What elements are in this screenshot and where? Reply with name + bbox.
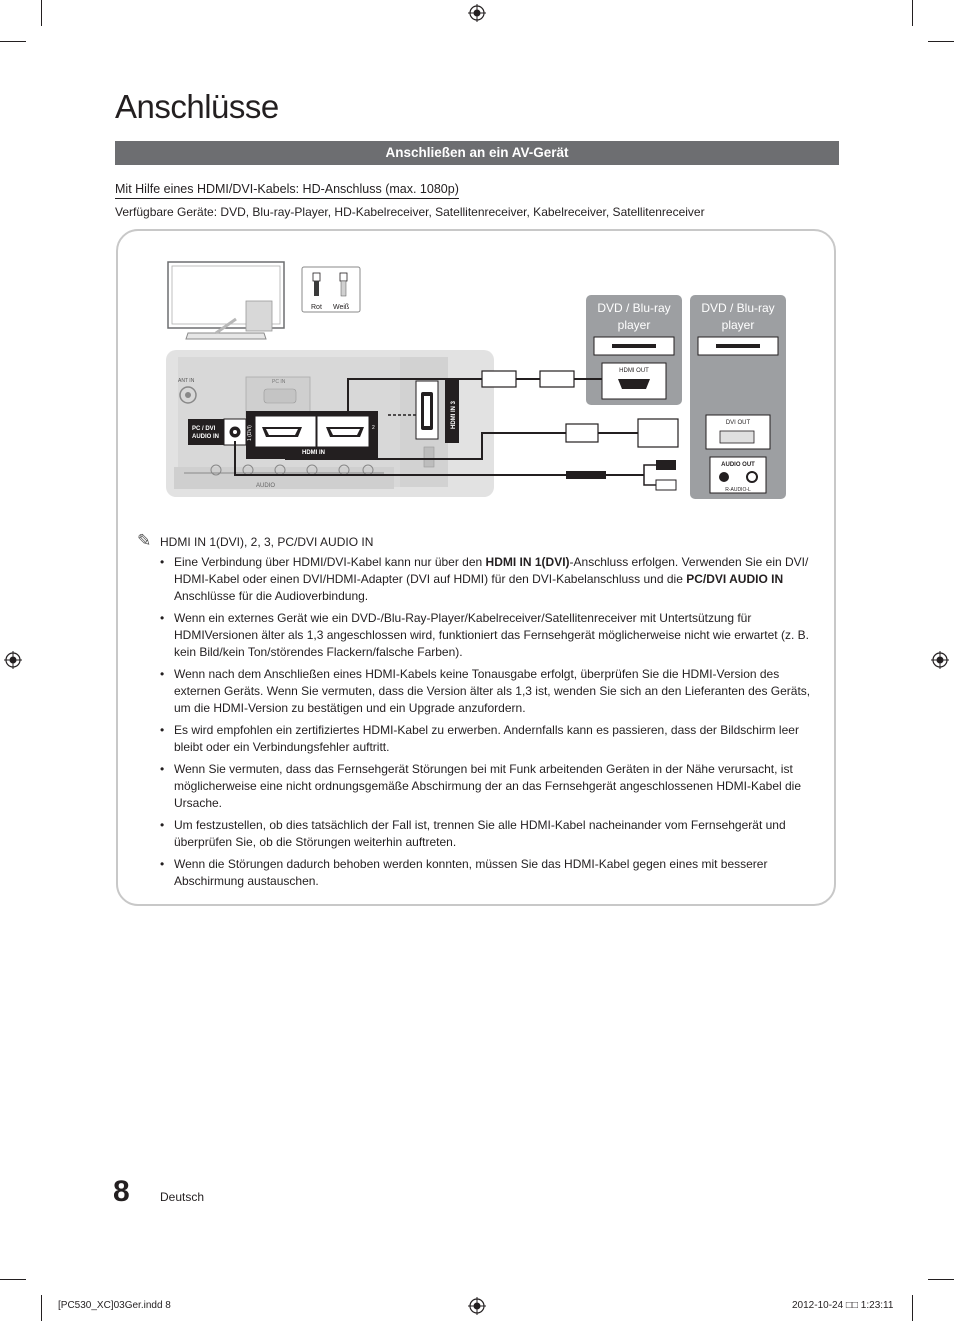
registration-mark-icon [4, 651, 22, 669]
crop-mark [928, 1279, 954, 1280]
connection-diagram [116, 229, 836, 529]
port-1-dvi-label: 1 (DVI) [247, 425, 253, 441]
device-1-label-1: DVD / Blu-ray [597, 301, 671, 315]
list-item: • Es wird empfohlen ein zertifiziertes HDMI-Kabel zu erwerben. Andernfalls kann es passieren, dass der Bildschirm leer bleibt oder ein Verbindungsfehler auftritt. [160, 722, 825, 756]
device-2-label-1: DVD / Blu-ray [701, 301, 775, 315]
hdmi-in-label: HDMI IN [302, 450, 325, 456]
label-weiss: Weiß [333, 304, 350, 311]
available-devices-text: Verfügbare Geräte: DVD, Blu-ray-Player, HD-Kabelreceiver, Satellitenreceiver, Kabelreceiver, Satellitenreceiver [115, 205, 705, 219]
print-date-info: 2012-10-24 □□ 1:23:11 [792, 1300, 894, 1311]
device-2-dvd-bluray [690, 295, 786, 499]
list-item: • Wenn Sie vermuten, dass das Fernsehgerät Störungen bei mit Funk arbeitenden Geräten in der Nähe verursacht, ist möglicherweise eine nicht ordnungsgemäße Abschirmung der an das Fernsehgerät angeschlossenen HDMI-Kabel die Ursache. [160, 761, 825, 812]
note-bullet-list [160, 554, 825, 895]
crop-mark [0, 41, 26, 42]
print-file-info: [PC530_XC]03Ger.indd 8 [58, 1300, 171, 1311]
crop-mark [928, 41, 954, 42]
hdmi-in-3-label: HDMI IN 3 [451, 400, 457, 429]
audio-rail-label: AUDIO [256, 483, 276, 489]
page-number: 8 [113, 1175, 130, 1208]
page-title: Anschlüsse [115, 88, 279, 125]
list-item: • Eine Verbindung über HDMI/DVI-Kabel kann nur über den HDMI IN 1(DVI)-Anschluss erfolgen. Verwenden Sie ein DVI/ HDMI-Kabel oder einen DVI/HDMI-Adapter (DVI auf HDMI) für den DVI-Kabelanschluss und die PC/DVI AUDIO IN Anschlüsse für die Audioverbindung. [160, 554, 825, 605]
note-heading: HDMI IN 1(DVI), 2, 3, PC/DVI AUDIO IN [160, 535, 374, 549]
crop-mark [41, 1295, 42, 1321]
list-item: • Wenn ein externes Gerät wie ein DVD-/Blu-Ray-Player/Kabelreceiver/Satellitenreceiver mit Untertsützung für HDMIVersionen älter als 1,3 angeschlossen wird, funktioniert das Fernsehgerät möglicherweise nicht wie erwartet (z. B. kein Bild/kein Ton/störendes Flackern/falsche Farben). [160, 610, 825, 661]
label-rot: Rot [311, 304, 322, 311]
pc-dvi-audio-label-1: PC / DVI [192, 426, 216, 432]
section-title-bar: Anschließen an ein AV-Gerät [115, 141, 839, 165]
port-2-label: 2 [372, 425, 375, 431]
list-item: • Wenn die Störungen dadurch behoben werden konnten, müssen Sie das HDMI-Kabel gegen eines mit besserer Abschirmung austauschen. [160, 856, 825, 890]
list-item: • Um festzustellen, ob dies tatsächlich der Fall ist, trennen Sie alle HDMI-Kabel nacheinander vom Fernsehgerät und überprüfen Sie, ob die Störungen weiterhin auftreten. [160, 817, 825, 851]
pc-in-label: PC IN [272, 379, 286, 385]
crop-mark [912, 1295, 913, 1321]
registration-mark-icon [931, 651, 949, 669]
hdmi-out-label: HDMI OUT [619, 368, 649, 374]
crop-mark [0, 1279, 26, 1280]
crop-mark [41, 0, 42, 26]
list-item: • Wenn nach dem Anschließen eines HDMI-Kabels keine Tonausgabe erfolgt, überprüfen Sie die HDMI-Version des externen Geräts. Wenn Sie vermuten, dass die Version älter als 1,3 ist, wenden Sie sich an den Lieferanten des Geräts, um die HDMI-Version zu bestätigen und ein Upgrade anzufordern. [160, 666, 825, 717]
device-2-label-2: player [721, 318, 755, 332]
registration-mark-icon [468, 4, 486, 22]
registration-mark-icon [468, 1297, 486, 1315]
rca-legend [302, 267, 360, 312]
crop-mark [912, 0, 913, 26]
dvi-out-label: DVI OUT [725, 420, 751, 426]
pc-dvi-audio-label-2: AUDIO IN [192, 434, 219, 440]
tv-illustration [168, 262, 284, 339]
audio-out-label: AUDIO OUT [721, 462, 755, 468]
device-1-label-2: player [617, 318, 651, 332]
page-language: Deutsch [160, 1190, 205, 1204]
pencil-note-icon: ✎ [137, 531, 152, 550]
audio-out-rl-label: R-AUDIO-L [725, 487, 751, 493]
device-1-dvd-bluray [586, 295, 682, 405]
subheading: Mit Hilfe eines HDMI/DVI-Kabels: HD-Anschluss (max. 1080p) [115, 182, 459, 199]
ant-in-label: ANT IN [178, 378, 195, 384]
